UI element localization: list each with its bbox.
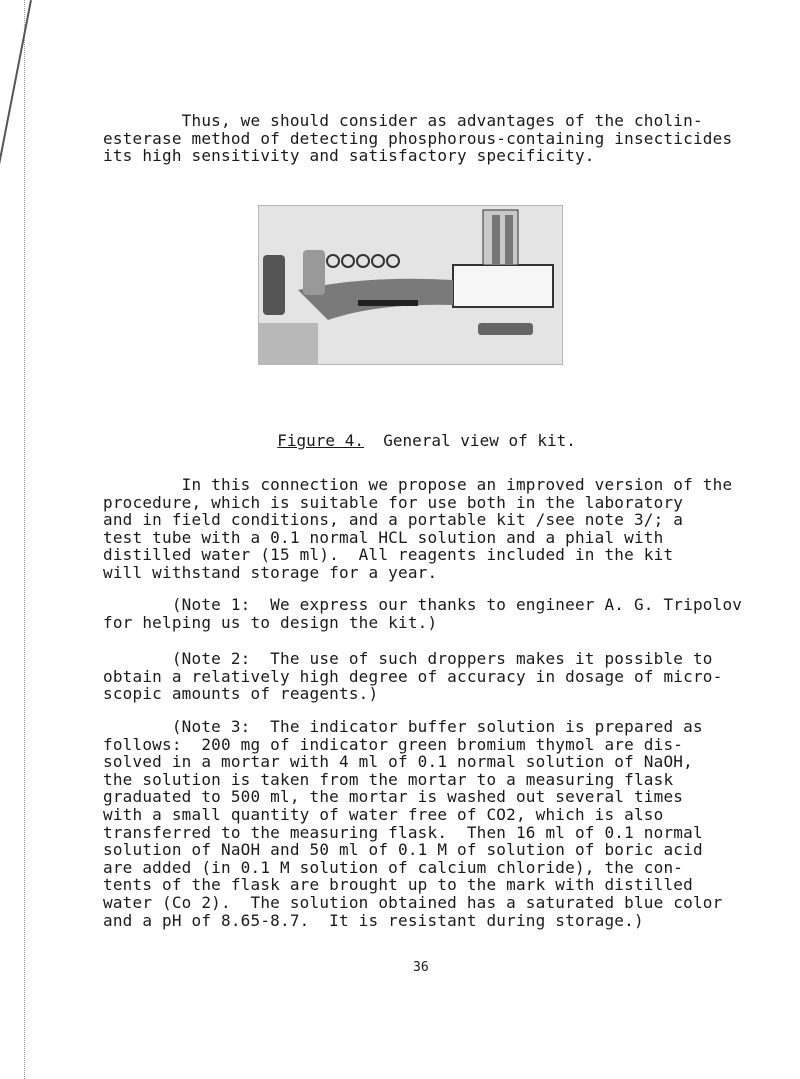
note-2: (Note 2: The use of such droppers makes it possible to obtain a relatively high degree of accuracy in dosage of micro- scopic amounts of reagents.) xyxy=(103,649,723,704)
figure-label: Figure 4. xyxy=(277,431,364,450)
figure-caption xyxy=(258,412,576,450)
proposal-paragraph: In this connection we propose an improved version of the procedure, which is suitable for use both in the laboratory and in field conditions, and a portable kit /see note 3/; a test tube with a 0.1 normal HCL solution and a phial with distilled water (15 ml). All reagents included in the kit will withstand storage for a year. xyxy=(103,475,733,582)
page-number: 36 xyxy=(413,960,429,975)
note-3: (Note 3: The indicator buffer solution is prepared as follows: 200 mg of indicator green bromium thymol are dis- solved in a mortar with 4 ml of 0.1 normal solution of NaOH, the solution is taken from the mortar to a measuring flask graduated to 500 ml, the mortar is washed out several times with a small quantity of water free of CO2, which is also transferred to the measuring flask. Then 16 ml of 0.1 normal solution of NaOH and 50 ml of 0.1 M of solution of boric acid are added (in 0.1 M solution of calcium chloride), the con- tents of the flask are brought up to the mark with distilled water (Co 2). The solution obtained has a saturated blue color and a pH of 8.65-8.7. It is resistant during storage.) xyxy=(103,717,723,930)
intro-paragraph: Thus, we should consider as advantages of the cholin- esterase method of detecting phosphorous-containing insecticides its high sensitivity and satisfactory specificity. xyxy=(103,111,733,166)
scan-margin xyxy=(0,0,25,1079)
kit-photo xyxy=(258,205,563,365)
note-1: (Note 1: We express our thanks to engineer A. G. Tripolov for helping us to design the kit.) xyxy=(103,595,743,632)
figure-caption-text: General view of kit. xyxy=(363,431,576,450)
